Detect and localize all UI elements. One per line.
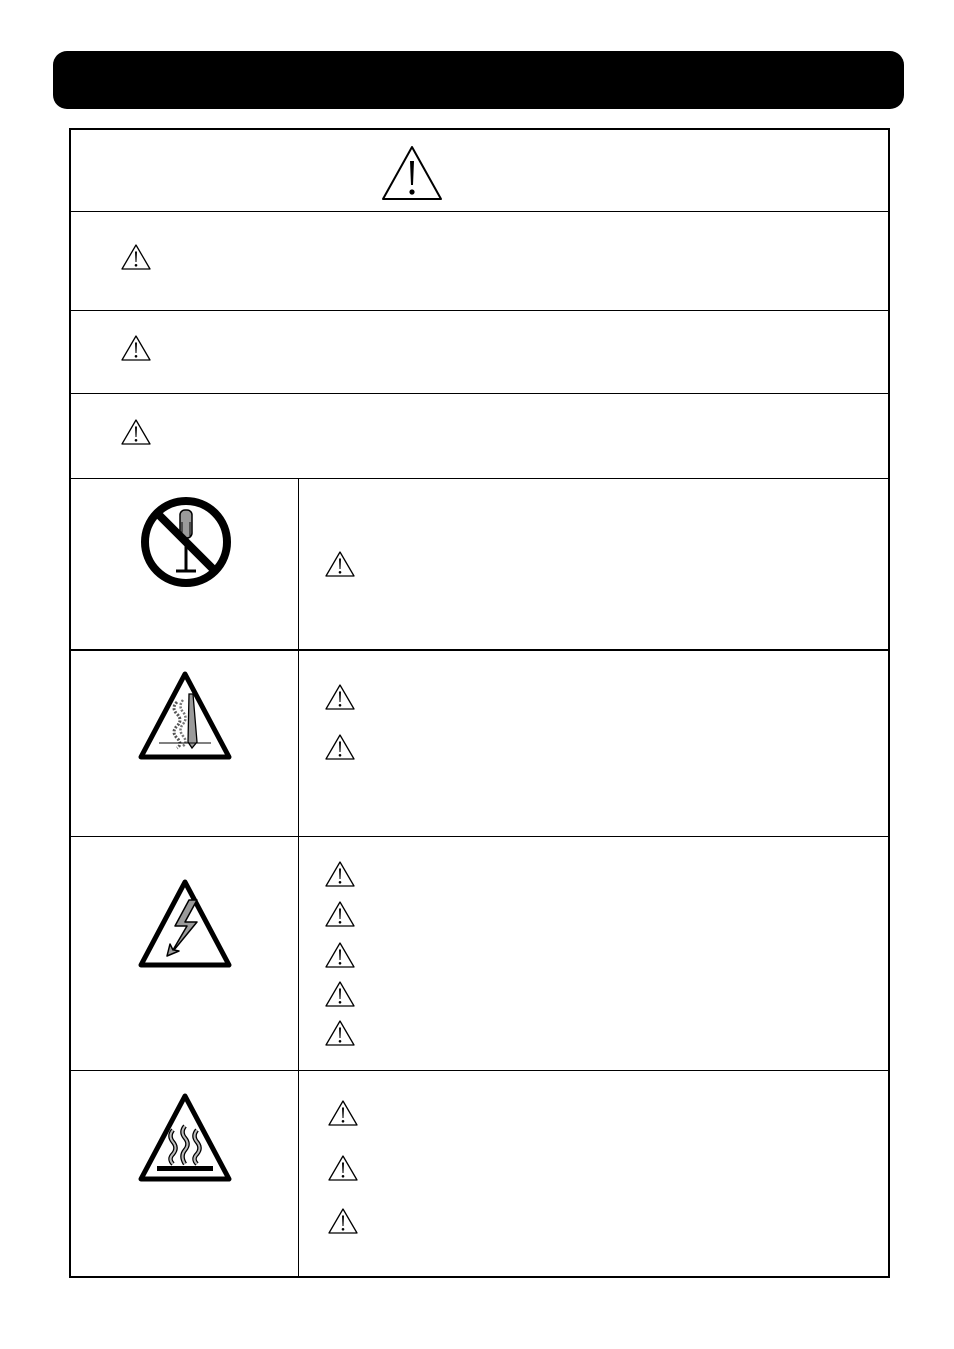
caution-bullet-icon: [324, 860, 356, 888]
caution-bullet-icon: [327, 1154, 359, 1182]
divider: [71, 478, 888, 479]
divider: [71, 836, 888, 837]
header-bar: [53, 51, 904, 109]
caution-bullet-icon: [324, 980, 356, 1008]
divider: [71, 211, 888, 212]
caution-bullet-icon: [324, 941, 356, 969]
hot-surface-icon: [137, 1092, 233, 1184]
electric-shock-icon: [137, 878, 233, 970]
safety-table: [69, 128, 890, 1278]
caution-bullet-icon: [324, 900, 356, 928]
entanglement-hazard-icon: [137, 670, 233, 762]
divider: [71, 310, 888, 311]
caution-bullet-icon: [327, 1207, 359, 1235]
divider: [71, 649, 888, 651]
no-disassembly-icon: [139, 492, 233, 592]
caution-bullet-icon: [324, 1019, 356, 1047]
caution-bullet-icon: [324, 733, 356, 761]
caution-bullet-icon: [327, 1099, 359, 1127]
caution-bullet-icon: [324, 550, 356, 578]
caution-bullet-icon: [324, 683, 356, 711]
warning-triangle-icon: [380, 144, 444, 202]
caution-bullet-icon: [120, 418, 152, 446]
column-divider: [298, 478, 299, 1276]
caution-bullet-icon: [120, 243, 152, 271]
divider: [71, 393, 888, 394]
caution-bullet-icon: [120, 334, 152, 362]
divider: [71, 1070, 888, 1071]
